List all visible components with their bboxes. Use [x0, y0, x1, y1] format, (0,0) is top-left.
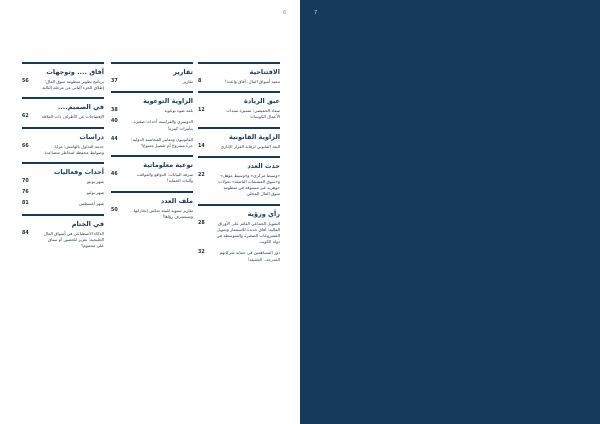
toc-section	[22, 97, 104, 120]
toc-section	[22, 162, 104, 208]
entry-page-number: 38	[111, 108, 118, 114]
toc-entry[interactable]	[198, 144, 280, 150]
toc-section	[111, 155, 193, 184]
entry-title: تقارير	[182, 79, 193, 84]
toc-column-2	[111, 62, 193, 226]
entry-page-number: 40	[111, 119, 118, 125]
entry-page-number: 22	[198, 172, 205, 178]
entry-page-number: 76	[22, 190, 29, 196]
entry-title: البعد القانوني لرقابة القرار الإداري	[220, 143, 280, 149]
entry-title: الإفصاحات عن الأطراف ذات العلاقة	[41, 114, 104, 120]
entry-page-number: 12	[198, 108, 205, 114]
entry-page-number: 14	[198, 143, 205, 149]
entry-page-number: 84	[22, 230, 29, 236]
entry-page-number: 8	[198, 79, 202, 84]
toc-column-1	[198, 62, 280, 269]
toc-entry[interactable]	[111, 172, 193, 184]
toc-entry[interactable]	[111, 119, 193, 131]
section-title: الزاوية القانونية	[229, 132, 280, 141]
entry-page-number: 32	[198, 250, 205, 256]
entry-page-number: 66	[22, 143, 29, 149]
entry-title: دور المساهمين في حماية شركاتهم المدرجة.. الحقيقة!	[219, 250, 280, 262]
toc-section	[198, 204, 280, 263]
toc-entry[interactable]	[22, 79, 104, 91]
entry-page-number: 46	[111, 172, 118, 178]
entry-page-number: 28	[198, 220, 205, 226]
section-title: أحداث وفعاليات	[53, 168, 104, 177]
toc-entry[interactable]	[111, 208, 193, 220]
toc-entry[interactable]	[198, 250, 280, 262]
toc-entry[interactable]	[22, 231, 104, 250]
toc-entry[interactable]	[22, 201, 104, 207]
entry-page-number: 37	[111, 79, 118, 84]
toc-section	[198, 62, 280, 85]
section-title: في الختام	[71, 219, 104, 228]
toc-section	[198, 156, 280, 198]
section-title: رأي ورؤية	[247, 209, 280, 218]
toc-entry[interactable]	[22, 190, 104, 196]
toc-entry[interactable]	[22, 114, 104, 120]
section-title: حدث العدد	[247, 161, 280, 170]
toc-entry[interactable]	[198, 221, 280, 246]
right-page-number: 7	[314, 10, 318, 16]
entry-page-number: 56	[22, 79, 29, 84]
entry-title: الذكاء الاصطناعي في أسواق المال الخليجية: تعزيز للحضور أم سباق على محموم؟	[43, 230, 104, 249]
toc-entry[interactable]	[198, 173, 280, 198]
right-page-cover	[300, 0, 600, 424]
entry-title: برنامج تطوير منظومة سوق المال: إطلاق الجزء الثاني من مرحلة الثالثة	[42, 79, 104, 91]
section-title: في الصميم....	[57, 103, 104, 112]
section-title: الافتتاحية	[249, 68, 280, 76]
left-page-number: 6	[283, 10, 287, 16]
entry-title: «وسيط مركزي» و«وسيط مؤهل» و«سوق المشتقات الناشئة» تحولات جوهرية غير مسبوقة في منظومة سوق المال المحلي	[218, 172, 280, 197]
entry-title: شهر يونيو	[86, 179, 104, 185]
toc-entry[interactable]	[111, 79, 193, 85]
toc-section	[198, 127, 280, 150]
toc-entry[interactable]	[22, 179, 104, 185]
toc-section	[111, 191, 193, 220]
section-title: ملف العدد	[160, 196, 193, 205]
toc-section	[198, 91, 280, 120]
entry-title: شهر يوليو	[86, 190, 104, 196]
entry-page-number: 62	[22, 114, 29, 120]
entry-title: بلغة ضوء توعوية	[164, 108, 193, 114]
toc-section	[111, 62, 193, 85]
section-title: آفاق .... وتوجهات	[46, 68, 104, 76]
toc-section	[111, 91, 193, 149]
section-title: عبق الريادة	[244, 97, 280, 106]
entry-title: سعاد الحميضي: مسيرة سيدات الأعمال الكويتيات	[226, 108, 280, 120]
toc-entry[interactable]	[198, 79, 280, 85]
section-title: الزاوية التوعوية	[143, 97, 193, 106]
entry-title: خدمة التداول بالهامش: مزايا وضوابط محفظة لمخاطر متصاعدة	[44, 143, 104, 155]
section-title: توعية معلوماتية	[143, 161, 193, 170]
entry-title: سرقة البيانات: الدوافع والعواقب وآليات الحماية!	[136, 172, 193, 184]
toc-entry[interactable]	[22, 144, 104, 156]
entry-title: القانونيون ومعايير المحاسبة الدولية: جزءٌ مشروع أم تقصيرٌ ممنوع؟	[131, 136, 193, 149]
entry-title: تقارير ستوية للبيئة تعكس إنجازاتها... وتستشرف رؤاها!	[129, 207, 193, 219]
entry-page-number: 50	[111, 207, 118, 213]
entry-page-number: 81	[22, 201, 29, 207]
toc-entry[interactable]	[111, 108, 193, 114]
toc-section	[22, 62, 104, 91]
section-title: دراسات	[79, 132, 104, 141]
toc-entry[interactable]	[198, 108, 280, 120]
toc-section	[22, 214, 104, 250]
toc-column-3	[22, 62, 104, 255]
entry-title: التمويل الجماعي القائم على الأوراق المالية: آفاق جديدة للاستثمار وتمويل المشروعات الصغيرة والمتوسطة في دولة الكويت	[216, 220, 280, 245]
toc-entry[interactable]	[111, 137, 193, 149]
entry-title: تنمية أسواق المال: آفاق واعدة!	[225, 79, 280, 84]
entry-title: الدوسري والفرانسة أحداث صغيرة.. بتأثيرات كبيرة!	[130, 119, 193, 131]
toc-section	[22, 127, 104, 156]
entry-title: شهر أغسطس	[79, 201, 104, 207]
section-title: تقارير	[173, 68, 193, 76]
entry-page-number: 70	[22, 179, 29, 185]
entry-page-number: 44	[111, 136, 118, 142]
